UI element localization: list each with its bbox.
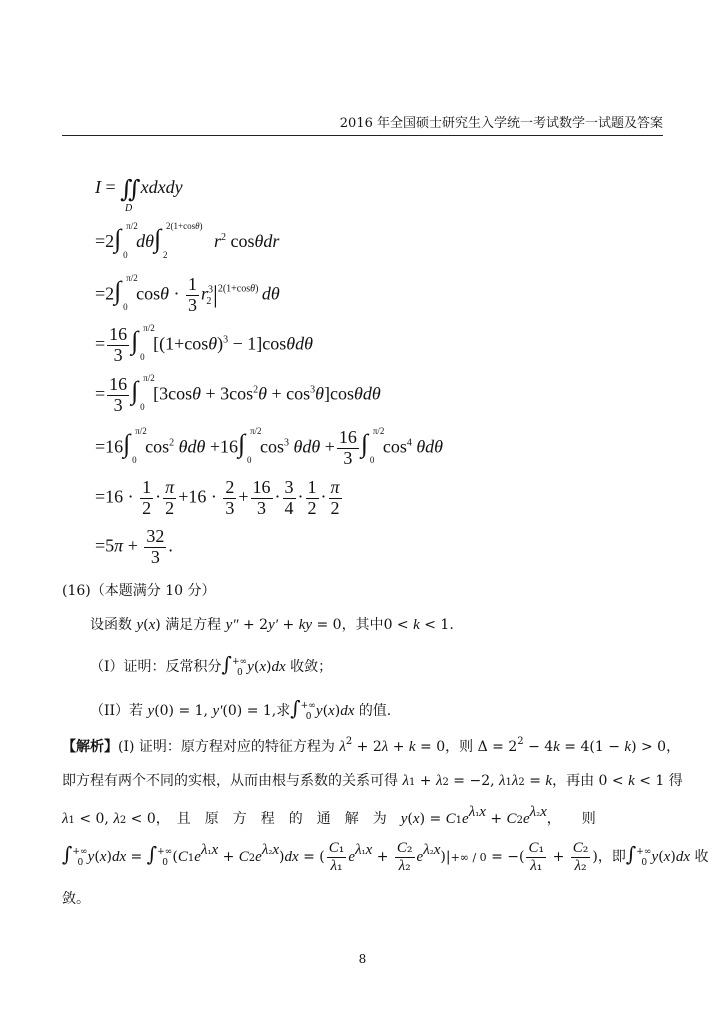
problem-part-2: （II）若 y(0) = 1, y′(0) = 1,求$\int^{+\infty}_0$ y(x)dx 的值. [90,696,392,722]
solution-line-4: = $\frac{16}{3}$ ∫ π/2 0 $[(1+\cos\theta)^3 - 1]\cos\theta d\theta$ [95,323,313,365]
problem-statement: 设函数 y(x) 满足方程 y″ + 2y′ + ky = 0，其中0 < k < 1. [90,617,454,633]
problem-number: (16)（本题满分 10 分） [62,583,216,599]
analysis-line-2: 即方程有两个不同的实根，从而由根与系数的关系可得 λ1 + λ2 = −2, λ1λ2 = k，再由 0 < k < 1 得 [62,773,683,789]
solution-line-6: =16 ∫ π/2 0 $\cos^2 \theta d\theta +16$ ∫ π/2 0 $\cos^3 \theta d\theta$ + $\frac{16}{3}$ ∫ π/2 0 $\cos^4 \theta d\theta$ [95,426,444,468]
solution-line-8: =5π + $\frac{32}{3}$ . [95,526,173,567]
problem-part-1: （I）证明：反常积分$\int^{+\infty}_0$ y(x)dx 收敛； [90,652,333,678]
analysis-line-4: $\int^{+\infty}_0$ $y(x)dx = \int^{+\infty}_0$ $(C1e^{\lambda_1x} + C2e^{\lambda_2x})dx$ = ( $\frac{\text{C₁}}{\text{λ₁}}$ $e^{\lambda_1x}$ + $\frac{\text{C₂}}{\text{λ₂}}$ $e^{\lambda_2x})|+\infty / 0$ = −( $\frac{\text{C₁}}{\text{λ₁}}$ + $\frac{\text{C₂}}{\text{λ₂}}$ )，即$\int^{+\infty}_0$ y(x)dx 收 [62,840,709,874]
page-number: 8 [358,952,367,966]
analysis-line-3: λ1 < 0, λ2 < 0， 且 原 方 程 的 通 解 为 $y(x) = C1e^{\lambda_1x} + C2e^{\lambda_2x}$， 则 [62,804,596,827]
page-header: 2016 年全国硕士研究生入学统一考试数学一试题及答案 [62,112,663,136]
solution-line-3: =2 ∫ π/2 0 cosθ · $\frac{1}{3}$ $r^3|^{2(1+cos\theta)}_2$ dθ [95,273,280,315]
solution-line-5: = $\frac{16}{3}$ ∫ π/2 0 $[3\cos\theta + 3\cos^2\theta + \cos^3\theta]\cos\theta d\theta$ [95,373,381,415]
solution-line-7: =16 · $\frac{1}{2}$ · $\frac{\pi}{2}$ +16 · $\frac{2}{3}$ + $\frac{16}{3}$ · $\frac{3}{4}$ · $\frac{1}{2}$ · $\frac{\pi}{2}$ [95,477,340,518]
solution-line-1: I = ∬xdxdy D [95,177,183,214]
analysis-line-5: 敛。 [62,891,90,907]
solution-line-2: =2 ∫ π/2 0 dθ ∫ 2(1+cosθ) 2 $r^2$ cosθdr [95,221,280,260]
analysis-line-1: 【解析】(I) 证明：原方程对应的特征方程为 $\lambda^2 + 2\lambda + k = 0$，则 $\Delta = 2^2 - 4k = 4(1 - k) > 0$， [62,736,681,755]
